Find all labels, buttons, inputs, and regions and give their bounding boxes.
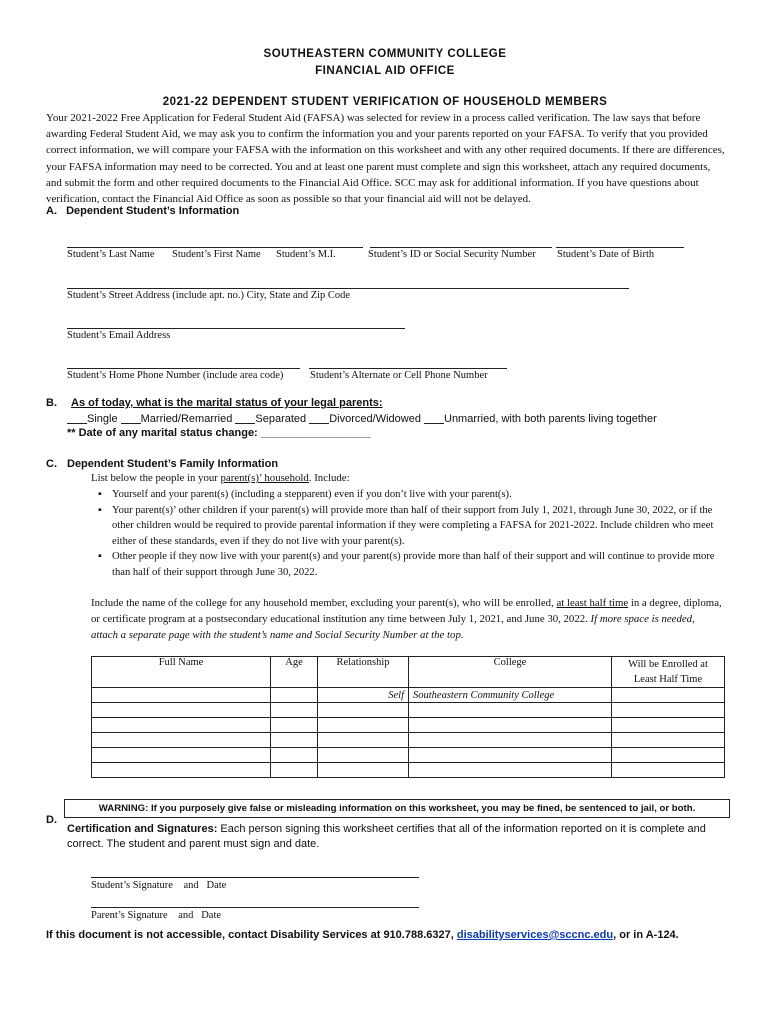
table-cell[interactable] <box>271 763 318 778</box>
disability-services-email-link[interactable]: disabilityservices@sccnc.edu <box>456 929 614 941</box>
divorced-checkbox[interactable] <box>309 410 329 424</box>
certification-body: Each person signing this worksheet certifies that all of the information reported on it is complete and correct. The student and parent must sign and date. <box>67 823 706 850</box>
first-name-caption: Student’s First Name <box>172 249 261 260</box>
list-item <box>98 549 724 580</box>
table-cell[interactable] <box>271 688 318 703</box>
bullet-list <box>98 487 724 580</box>
marital-status-options <box>67 410 657 425</box>
table-cell[interactable] <box>318 703 409 718</box>
single-checkbox[interactable] <box>67 410 87 424</box>
header-enrolled: Will be Enrolled at Least Half Time <box>612 657 725 688</box>
intro-paragraph: Your 2021-2022 Free Application for Federal Student Aid (FAFSA) was selected for review in a process called verification. The law says that before awarding Federal Student Aid, we may ask you to confirm the information you and your parents reported on your FAFSA. To verify that you provided correct information, we will compare your FAFSA with the information on this worksheet and with any other required documents. If there are differences, your FAFSA information may need to be corrected. You and at least one parent must complete and sign this worksheet, attach any required documents, and submit the form and other required documents to the Financial Aid Office. SCC may ask for additional information. If you have questions about verification, contact the Financial Aid Office as soon as possible so that your financial aid will not be delayed. <box>46 112 725 206</box>
table-cell[interactable] <box>409 718 612 733</box>
student-signature-line[interactable] <box>91 877 419 878</box>
household-intro <box>91 472 350 484</box>
bullet-text: Your parent(s)’ other children if your parent(s) will provide more than half of their support from July 1, 2021, through June 30, 2022, or if the other children would be required to provide parental information if they were completing a FAFSA for 2021-2022. Include children who meet either of these standards, even if they do not live with your parent(s). <box>112 504 714 547</box>
alt-phone-line[interactable] <box>309 368 507 369</box>
household-intro-prefix: List below the people in your <box>91 472 221 484</box>
accessibility-footer <box>46 929 679 941</box>
college-note <box>91 595 723 643</box>
table-cell[interactable] <box>612 703 725 718</box>
bullet-text: Yourself and your parent(s) (including a stepparent) even if you don’t live with your parent(s). <box>112 489 512 500</box>
bullet-text: Other people if they now live with your parent(s) and your parent(s) provide more than half of their support and will continue to provide more than half of their support through June 30, 2022. <box>112 551 715 578</box>
table-cell[interactable] <box>92 688 271 703</box>
email-line[interactable] <box>67 328 405 329</box>
table-cell[interactable] <box>271 748 318 763</box>
table-cell[interactable] <box>271 703 318 718</box>
unmarried-checkbox[interactable] <box>424 410 444 424</box>
option-married: Married/Remarried <box>140 413 233 425</box>
table-row <box>92 763 725 778</box>
college-note-pre: Include the name of the college for any household member, excluding your parent(s), who will be enrolled, <box>91 597 557 609</box>
table-cell[interactable] <box>612 718 725 733</box>
table-cell[interactable] <box>409 733 612 748</box>
bullet-icon: ▪ <box>98 489 102 500</box>
table-cell[interactable] <box>612 748 725 763</box>
header-relationship: Relationship <box>318 657 409 688</box>
college-cell: Southeastern Community College <box>409 688 612 703</box>
table-cell[interactable] <box>409 748 612 763</box>
student-signature-caption: Student’s Signature and Date <box>91 880 227 891</box>
married-checkbox[interactable] <box>121 410 141 424</box>
bullet-icon: ▪ <box>98 551 102 562</box>
table-cell[interactable] <box>318 748 409 763</box>
college-name: SOUTHEASTERN COMMUNITY COLLEGE <box>263 48 507 60</box>
warning-box: WARNING: If you purposely give false or misleading information on this worksheet, you may be fined, be sentenced to jail, or both. <box>64 799 730 818</box>
header-age: Age <box>271 657 318 688</box>
parent-signature-caption: Parent’s Signature and Date <box>91 910 222 921</box>
home-phone-caption: Student’s Home Phone Number (include area code) <box>67 370 284 381</box>
section-c-title: Dependent Student’s Family Information <box>67 458 279 470</box>
section-a-heading <box>46 205 239 217</box>
table-cell[interactable] <box>271 733 318 748</box>
table-cell[interactable] <box>409 763 612 778</box>
household-intro-suffix: . Include: <box>308 472 350 484</box>
mi-caption: Student’s M.I. <box>276 249 336 260</box>
table-cell[interactable] <box>612 763 725 778</box>
marital-change-date: ** Date of any marital status change: __________________ <box>67 427 371 439</box>
address-caption: Student’s Street Address (include apt. no.) City, State and Zip Code <box>67 290 351 301</box>
table-row <box>92 748 725 763</box>
email-caption: Student’s Email Address <box>67 330 171 341</box>
table-cell[interactable] <box>92 763 271 778</box>
table-cell[interactable] <box>318 763 409 778</box>
certification-title: Certification and Signatures: <box>67 823 218 835</box>
household-intro-underlined: parent(s)’ household <box>220 472 309 484</box>
form-title: 2021-22 DEPENDENT STUDENT VERIFICATION OF HOUSEHOLD MEMBERS <box>162 96 608 108</box>
id-ssn-caption: Student’s ID or Social Security Number <box>368 249 536 260</box>
table-cell[interactable] <box>318 733 409 748</box>
option-single: Single <box>87 413 118 425</box>
table-cell[interactable] <box>92 718 271 733</box>
header-full-name: Full Name <box>92 657 271 688</box>
table-cell[interactable] <box>92 703 271 718</box>
section-a-letter: A. <box>46 205 57 217</box>
option-divorced: Divorced/Widowed <box>329 413 421 425</box>
option-separated: Separated <box>255 413 307 425</box>
section-d-letter: D. <box>46 814 57 826</box>
header-college: College <box>409 657 612 688</box>
list-item <box>98 503 724 550</box>
dob-caption: Student’s Date of Birth <box>557 249 655 260</box>
last-name-caption: Student’s Last Name <box>67 249 155 260</box>
table-row <box>92 718 725 733</box>
home-phone-line[interactable] <box>67 368 300 369</box>
college-note-post: in a degree, diploma, or certificate program at a postsecondary educational institution any time between July 1, 2021, and June 30, 2022. <box>91 597 722 625</box>
table-cell[interactable] <box>409 703 612 718</box>
alt-phone-caption: Student’s Alternate or Cell Phone Number <box>310 370 488 381</box>
parent-signature-line[interactable] <box>91 907 419 908</box>
table-cell[interactable] <box>92 733 271 748</box>
table-cell[interactable] <box>92 748 271 763</box>
section-b-letter: B. <box>46 397 57 409</box>
footer-post: , or in A-124. <box>613 929 679 941</box>
footer-pre: If this document is not accessible, contact Disability Services at 910.788.6327, <box>46 929 457 941</box>
section-a-title: Dependent Student’s Information <box>66 205 240 217</box>
address-line[interactable] <box>67 288 629 289</box>
household-table <box>91 656 725 778</box>
name-line[interactable] <box>67 247 363 248</box>
office-name: FINANCIAL AID OFFICE <box>315 65 455 77</box>
table-header-row <box>92 657 725 688</box>
dob-line[interactable] <box>556 247 684 248</box>
table-row <box>92 703 725 718</box>
separated-checkbox[interactable] <box>235 410 255 424</box>
section-c-letter: C. <box>46 458 57 470</box>
college-note-underline: at least half time <box>556 597 629 609</box>
bullet-icon: ▪ <box>98 504 102 516</box>
relationship-cell: Self <box>318 688 409 703</box>
table-cell[interactable] <box>612 688 725 703</box>
table-row <box>92 688 725 703</box>
table-cell[interactable] <box>271 718 318 733</box>
id-ssn-line[interactable] <box>370 247 552 248</box>
table-row <box>92 733 725 748</box>
table-cell[interactable] <box>612 733 725 748</box>
list-item <box>98 487 724 503</box>
marital-status-question: As of today, what is the marital status of your legal parents: <box>71 397 383 409</box>
college-note-italic: If more space is needed, attach a separate page with the student’s name and Social Security Number at the top. <box>91 613 695 641</box>
certification-text <box>67 822 727 852</box>
option-unmarried: Unmarried, with both parents living together <box>444 413 657 425</box>
table-cell[interactable] <box>318 718 409 733</box>
